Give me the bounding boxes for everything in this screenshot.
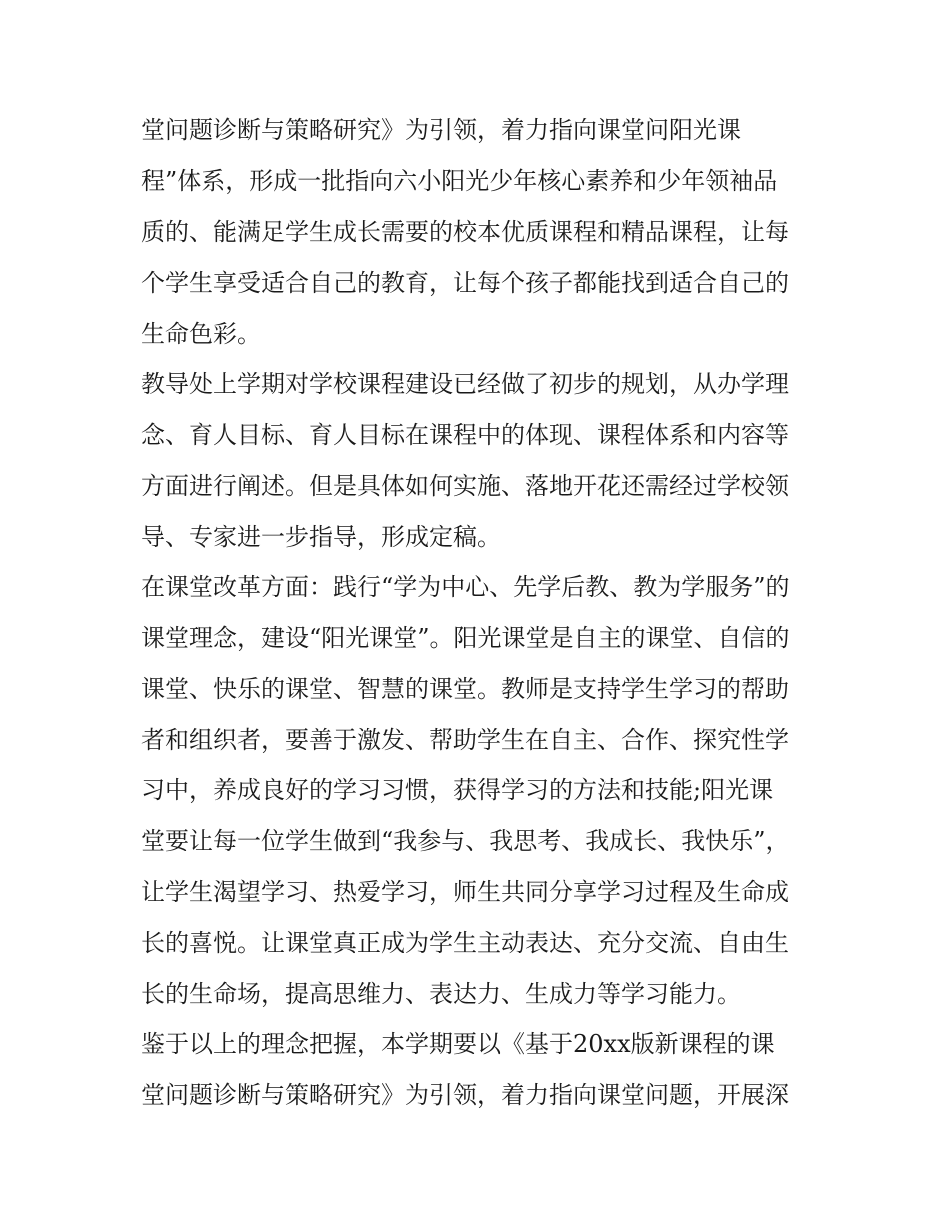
text-line: 习中，养成良好的学习习惯，获得学习的方法和技能;阳光课 [141, 776, 774, 804]
text-line: 导、专家进一步指导，形成定稿。 [141, 523, 501, 551]
text-line: 堂问题诊断与策略研究》为引领，着力指向课堂问题，开展深 [141, 1081, 789, 1109]
text-line: 堂问题诊断与策略研究》为引领，着力指向课堂问阳光课 [141, 116, 741, 144]
text-line: 鉴于以上的理念把握，本学期要以《基于20xx版新课程的课 [141, 1030, 775, 1058]
text-line: 者和组织者，要善于激发、帮助学生在自主、合作、探究性学 [141, 726, 789, 754]
text-line: 长的生命场，提高思维力、表达力、生成力等学习能力。 [141, 980, 741, 1008]
text-line: 长的喜悦。让课堂真正成为学生主动表达、充分交流、自由生 [141, 929, 789, 957]
text-line: 念、育人目标、育人目标在课程中的体现、课程体系和内容等 [141, 421, 789, 449]
text-line: 个学生享受适合自己的教育，让每个孩子都能找到适合自己的 [141, 269, 789, 297]
text-line: 在课堂改革方面：践行“学为中心、先学后教、教为学服务”的 [141, 573, 790, 601]
text-line: 课堂理念，建设“阳光课堂”。阳光课堂是自主的课堂、自信的 [141, 624, 790, 652]
text-line: 让学生渴望学习、热爱学习，师生共同分享学习过程及生命成 [141, 878, 789, 906]
text-line: 教导处上学期对学校课程建设已经做了初步的规划，从办学理 [141, 370, 789, 398]
text-line: 课堂、快乐的课堂、智慧的课堂。教师是支持学生学习的帮助 [141, 675, 789, 703]
text-line: 生命色彩。 [141, 320, 261, 348]
text-line: 堂要让每一位学生做到“我参与、我思考、我成长、我快乐”， [141, 827, 790, 855]
text-line: 质的、能满足学生成长需要的校本优质课程和精品课程，让每 [141, 218, 789, 246]
text-line: 方面进行阐述。但是具体如何实施、落地开花还需经过学校领 [141, 472, 789, 500]
text-line: 程”体系，形成一批指向六小阳光少年核心素养和少年领袖品 [141, 167, 778, 195]
